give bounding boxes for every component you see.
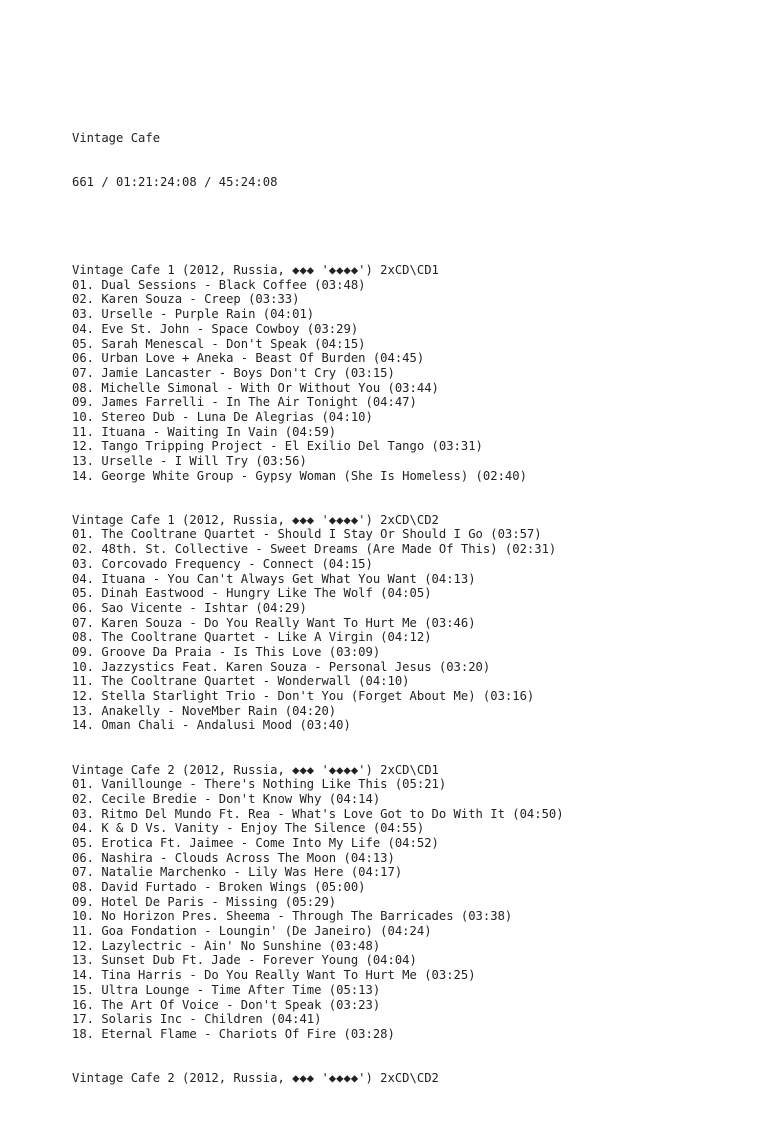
section-heading: Vintage Cafe 2 (2012, Russia, ◆◆◆ '◆◆◆◆') 2xCD\CD2 (72, 1070, 439, 1085)
track-line: 15. Ultra Lounge - Time After Time (05:13) (72, 982, 381, 997)
tracklist-section (72, 263, 752, 483)
track-line: 04. K & D Vs. Vanity - Enjoy The Silence (04:55) (72, 821, 425, 836)
section-heading: Vintage Cafe 2 (2012, Russia, ◆◆◆ '◆◆◆◆') 2xCD\CD1 (72, 762, 439, 777)
track-line: 09. Groove Da Praia - Is This Love (03:09) (72, 644, 381, 659)
track-line: 13. Anakelly - NoveMber Rain (04:20) (72, 703, 337, 718)
tracklist-section (72, 513, 752, 733)
track-line: 16. The Art Of Voice - Don't Speak (03:23) (72, 997, 381, 1012)
track-line: 13. Urselle - I Will Try (03:56) (72, 454, 307, 469)
track-line: 01. Dual Sessions - Black Coffee (03:48) (72, 277, 366, 292)
track-line: 08. Michelle Simonal - With Or Without You (03:44) (72, 380, 439, 395)
track-line: 06. Nashira - Clouds Across The Moon (04:13) (72, 850, 395, 865)
track-line: 02. Cecile Bredie - Don't Know Why (04:14) (72, 791, 381, 806)
track-line: 09. Hotel De Paris - Missing (05:29) (72, 894, 337, 909)
section-heading: Vintage Cafe 1 (2012, Russia, ◆◆◆ '◆◆◆◆') 2xCD\CD1 (72, 263, 439, 278)
track-line: 10. Stereo Dub - Luna De Alegrias (04:10) (72, 409, 373, 424)
track-line: 07. Natalie Marchenko - Lily Was Here (04:17) (72, 865, 403, 880)
track-line: 05. Dinah Eastwood - Hungry Like The Wolf (04:05) (72, 586, 432, 601)
track-line: 03. Urselle - Purple Rain (04:01) (72, 307, 315, 322)
track-line: 08. David Furtado - Broken Wings (05:00) (72, 880, 366, 894)
track-line: 01. Vanillounge - There's Nothing Like This (05:21) (72, 777, 447, 792)
track-line: 01. The Cooltrane Quartet - Should I Stay Or Should I Go (03:57) (72, 527, 542, 542)
track-line: 11. Goa Fondation - Loungin' (De Janeiro) (04:24) (72, 924, 432, 939)
text-document (72, 72, 752, 1130)
track-line: 08. The Cooltrane Quartet - Like A Virgin (04:12) (72, 630, 432, 645)
track-line: 03. Ritmo Del Mundo Ft. Rea - What's Love Got to Do With It (04:50) (72, 806, 564, 821)
track-line: 03. Corcovado Frequency - Connect (04:15) (72, 556, 373, 571)
track-line: 02. 48th. St. Collective - Sweet Dreams (Are Made Of This) (02:31) (72, 542, 557, 557)
tracklist-section (72, 1071, 752, 1086)
track-line: 14. Oman Chali - Andalusi Mood (03:40) (72, 718, 351, 733)
track-line: 04. Ituana - You Can't Always Get What You Want (04:13) (72, 571, 476, 586)
track-line: 10. Jazzystics Feat. Karen Souza - Personal Jesus (03:20) (72, 659, 491, 674)
track-line: 06. Sao Vicente - Ishtar (04:29) (72, 600, 307, 615)
track-line: 07. Karen Souza - Do You Really Want To Hurt Me (03:46) (72, 615, 476, 630)
track-line: 17. Solaris Inc - Children (04:41) (72, 1012, 322, 1027)
document-summary: 661 / 01:21:24:08 / 45:24:08 (72, 174, 278, 189)
track-line: 05. Erotica Ft. Jaimee - Come Into My Life (04:52) (72, 835, 439, 850)
document-header (72, 101, 752, 219)
tracklist-section (72, 763, 752, 1042)
section-heading: Vintage Cafe 1 (2012, Russia, ◆◆◆ '◆◆◆◆') 2xCD\CD2 (72, 512, 439, 527)
track-line: 12. Tango Tripping Project - El Exilio Del Tango (03:31) (72, 439, 483, 454)
track-line: 09. James Farrelli - In The Air Tonight (04:47) (72, 395, 417, 410)
track-line: 05. Sarah Menescal - Don't Speak (04:15) (72, 336, 366, 351)
track-line: 12. Stella Starlight Trio - Don't You (Forget About Me) (03:16) (72, 689, 535, 704)
track-line: 13. Sunset Dub Ft. Jade - Forever Young (04:04) (72, 953, 417, 968)
track-line: 07. Jamie Lancaster - Boys Don't Cry (03:15) (72, 365, 395, 380)
track-line: 06. Urban Love + Aneka - Beast Of Burden (04:45) (72, 351, 425, 366)
track-line: 11. The Cooltrane Quartet - Wonderwall (04:10) (72, 674, 410, 689)
document-title: Vintage Cafe (72, 130, 161, 145)
track-line: 14. Tina Harris - Do You Really Want To Hurt Me (03:25) (72, 968, 476, 983)
track-line: 14. George White Group - Gypsy Woman (She Is Homeless) (02:40) (72, 468, 527, 483)
track-line: 02. Karen Souza - Creep (03:33) (72, 292, 300, 307)
track-line: 12. Lazylectric - Ain' No Sunshine (03:48) (72, 938, 381, 953)
tracklist-sections (72, 263, 752, 1086)
track-line: 10. No Horizon Pres. Sheema - Through The Barricades (03:38) (72, 909, 513, 924)
track-line: 18. Eternal Flame - Chariots Of Fire (03:28) (72, 1026, 395, 1041)
track-line: 11. Ituana - Waiting In Vain (04:59) (72, 424, 337, 439)
track-line: 04. Eve St. John - Space Cowboy (03:29) (72, 321, 359, 336)
